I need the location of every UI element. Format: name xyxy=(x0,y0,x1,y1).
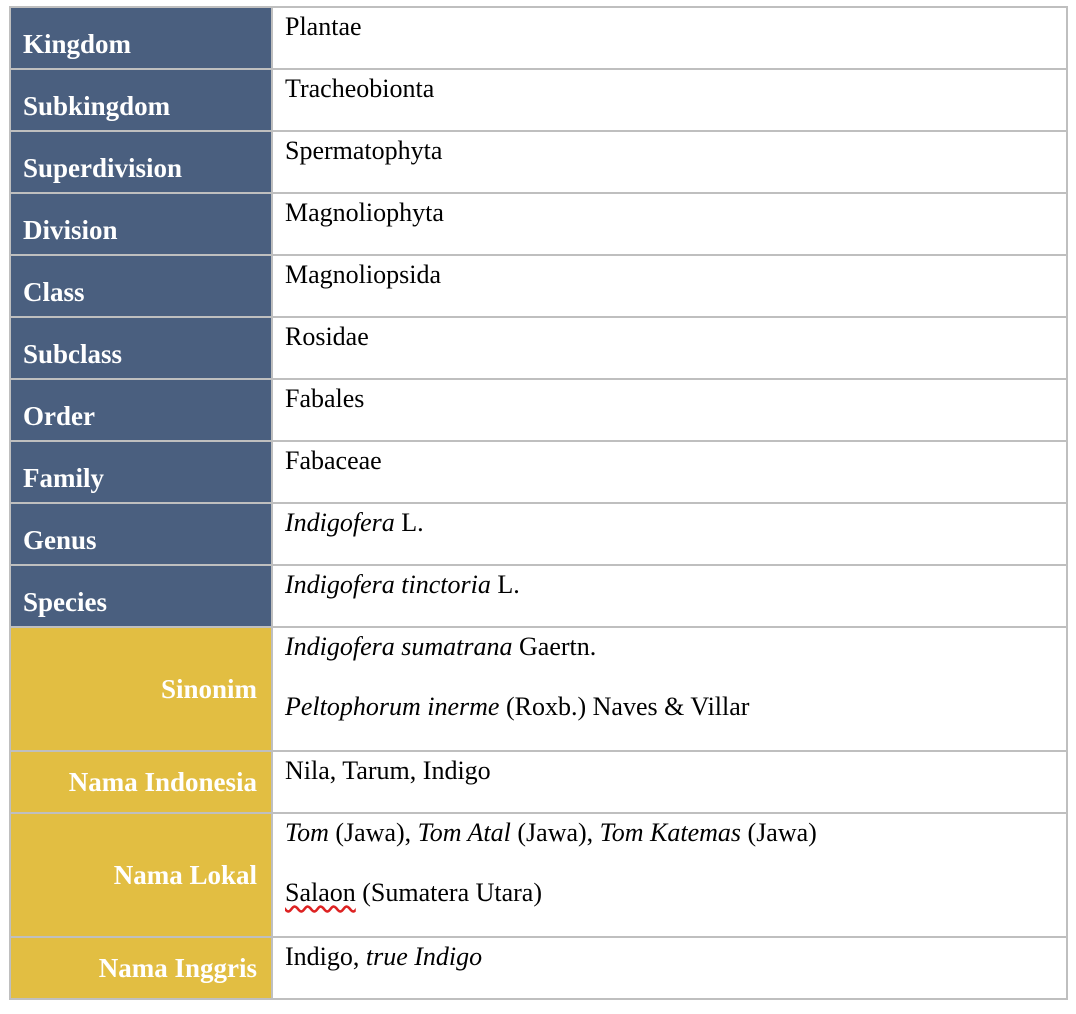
table-row xyxy=(10,379,1067,441)
rank-label-class: Class xyxy=(10,255,272,317)
rank-label-species: Species xyxy=(10,565,272,627)
table-row xyxy=(10,441,1067,503)
english-name-italic: true Indigo xyxy=(365,942,483,971)
table-row xyxy=(10,131,1067,193)
genus-name: Indigofera xyxy=(285,508,395,537)
table-row xyxy=(10,565,1067,627)
rank-value-kingdom: Plantae xyxy=(272,7,1067,69)
rank-label-subkingdom: Subkingdom xyxy=(10,69,272,131)
nama-indonesia-value: Nila, Tarum, Indigo xyxy=(272,751,1067,813)
synonym-author: (Roxb.) Naves & Villar xyxy=(499,692,750,721)
nama-inggris-label: Nama Inggris xyxy=(10,937,272,999)
sinonim-value xyxy=(272,627,1067,751)
sinonim-label: Sinonim xyxy=(10,627,272,751)
local-region: (Jawa) xyxy=(741,818,817,847)
local-names-line xyxy=(285,818,1056,848)
table-row xyxy=(10,937,1067,999)
rank-label-superdivision: Superdivision xyxy=(10,131,272,193)
table-row xyxy=(10,503,1067,565)
table-row xyxy=(10,255,1067,317)
nama-lokal-value xyxy=(272,813,1067,937)
species-name: Indigofera tinctoria xyxy=(285,570,491,599)
genus-author: L. xyxy=(394,508,424,537)
rank-value-genus xyxy=(272,503,1067,565)
rank-value-family: Fabaceae xyxy=(272,441,1067,503)
table-row xyxy=(10,751,1067,813)
rank-value-division: Magnoliophyta xyxy=(272,193,1067,255)
nama-inggris-value xyxy=(272,937,1067,999)
rank-value-subclass: Rosidae xyxy=(272,317,1067,379)
taxonomy-table xyxy=(9,6,1068,1000)
rank-value-species xyxy=(272,565,1067,627)
english-name: Indigo, xyxy=(285,942,366,971)
local-names-line xyxy=(285,878,1056,908)
rank-value-order: Fabales xyxy=(272,379,1067,441)
species-author: L. xyxy=(490,570,520,599)
rank-value-class: Magnoliopsida xyxy=(272,255,1067,317)
rank-label-family: Family xyxy=(10,441,272,503)
nama-indonesia-label: Nama Indonesia xyxy=(10,751,272,813)
synonym-name: Indigofera sumatrana xyxy=(285,632,513,661)
local-name-spellcheck: Salaon xyxy=(285,878,356,907)
synonym-author: Gaertn. xyxy=(512,632,597,661)
rank-label-order: Order xyxy=(10,379,272,441)
rank-label-genus: Genus xyxy=(10,503,272,565)
rank-value-subkingdom: Tracheobionta xyxy=(272,69,1067,131)
synonym-name: Peltophorum inerme xyxy=(285,692,500,721)
rank-label-subclass: Subclass xyxy=(10,317,272,379)
table-row xyxy=(10,813,1067,937)
local-region: (Jawa), xyxy=(328,818,418,847)
nama-lokal-label: Nama Lokal xyxy=(10,813,272,937)
rank-label-kingdom: Kingdom xyxy=(10,7,272,69)
local-name: Tom xyxy=(285,818,329,847)
local-region: (Jawa), xyxy=(510,818,600,847)
local-region: (Sumatera Utara) xyxy=(355,878,543,907)
table-row xyxy=(10,69,1067,131)
synonym-line xyxy=(285,692,1056,722)
rank-value-superdivision: Spermatophyta xyxy=(272,131,1067,193)
table-row xyxy=(10,627,1067,751)
rank-label-division: Division xyxy=(10,193,272,255)
table-row xyxy=(10,317,1067,379)
table-row xyxy=(10,193,1067,255)
local-name: Tom Atal xyxy=(417,818,511,847)
synonym-line xyxy=(285,632,1056,662)
local-name: Tom Katemas xyxy=(599,818,742,847)
table-row xyxy=(10,7,1067,69)
